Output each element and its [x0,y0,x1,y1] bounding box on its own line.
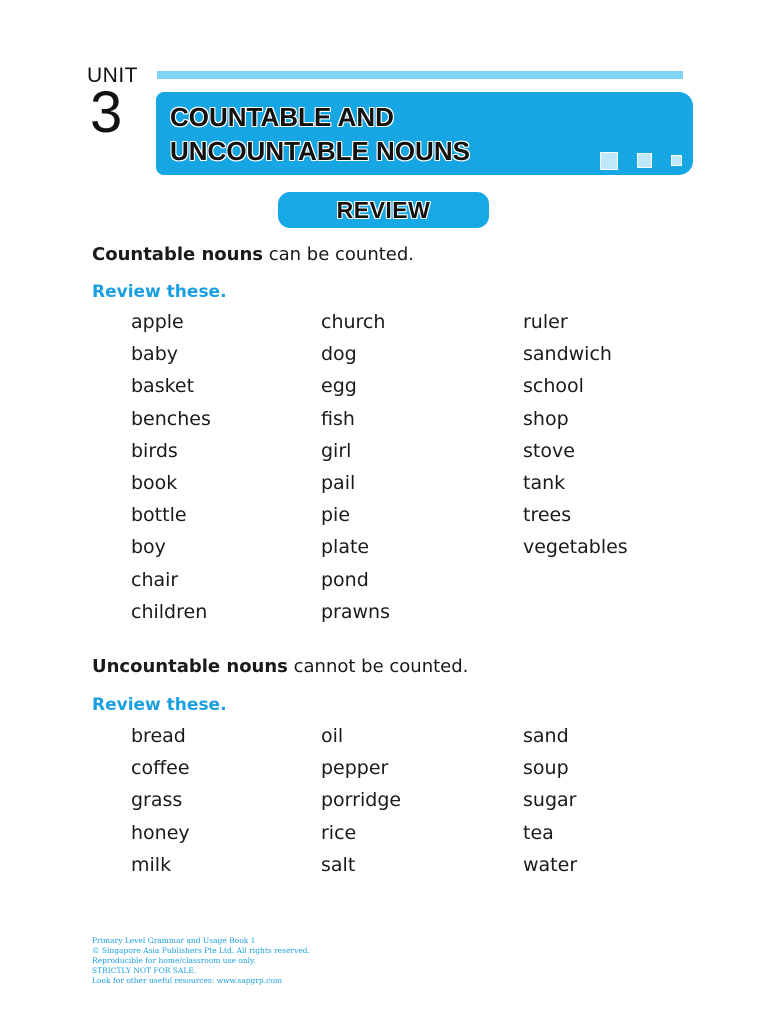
word: plate [321,536,370,559]
word: tea [523,821,554,844]
word: milk [131,853,172,876]
word: chair [131,568,179,591]
word: stove [523,439,575,462]
footer-line: Look for other useful resources: www.sapgrp.com [92,976,282,985]
word: pie [321,504,351,527]
word: porridge [321,789,402,812]
word: sand [523,725,569,747]
word: children [131,600,208,623]
footer-line: © Singapore Asia Publishers Pte Ltd. All rights reserved. [92,946,310,955]
countable-rest: can be counted. [263,244,415,265]
word: school [523,375,584,398]
footer-line: Primary Level Grammar and Usage Book 1 [92,936,256,945]
word: soup [523,757,569,780]
review-pill [278,192,489,228]
uncountable-column-1 [131,720,190,881]
word: pond [321,568,369,591]
word: oil [321,725,344,747]
countable-term: Countable nouns [92,244,264,265]
word: salt [321,853,356,876]
word: shop [523,407,569,430]
uncountable-term: Uncountable nouns [92,656,288,677]
word: prawns [321,600,390,623]
uncountable-intro [92,656,468,677]
word: fish [321,407,355,430]
footer-line: Reproducible for home/classroom use only. [92,956,256,965]
unit-number: 3 [90,80,123,145]
word: dog [321,343,357,366]
countable-column-2 [321,306,390,628]
word: apple [131,311,184,333]
cube-decoration-icon [637,153,652,168]
uncountable-review-these: Review these. [92,695,227,715]
word: benches [131,407,211,430]
footer-notice [92,936,310,986]
word: basket [131,375,195,398]
word: pepper [321,757,389,780]
word: book [131,471,178,494]
word: vegetables [523,536,628,559]
word: trees [523,504,572,527]
word: ruler [523,311,568,333]
title-rule [157,71,683,79]
uncountable-rest: cannot be counted. [287,656,469,677]
countable-review-these: Review these. [92,282,227,302]
footer-line: STRICTLY NOT FOR SALE. [92,966,197,975]
countable-intro [92,244,414,265]
word: grass [131,789,183,812]
word: boy [131,536,166,559]
review-label: REVIEW [336,196,431,223]
unit-label: UNIT [87,64,138,87]
word: honey [131,821,190,844]
cube-decoration-icon [671,155,682,166]
uncountable-column-2 [321,720,401,881]
word: sugar [523,789,577,812]
word: church [321,311,386,333]
countable-column-1 [131,306,211,628]
word: coffee [131,757,190,780]
word: bottle [131,504,187,527]
word: tank [523,471,566,494]
word: pail [321,471,356,494]
countable-column-3 [523,306,628,564]
title-line-2: UNCOUNTABLE NOUNS [170,136,470,166]
word: bread [131,725,186,747]
word: baby [131,343,179,366]
uncountable-column-3 [523,720,577,881]
cube-decoration-icon [600,152,618,170]
title-banner [156,92,693,175]
word: birds [131,439,178,462]
title-line-1: COUNTABLE AND [170,102,394,132]
word: sandwich [523,343,612,366]
word: rice [321,821,357,844]
word: girl [321,439,352,462]
word: egg [321,375,357,398]
word: water [523,853,578,876]
